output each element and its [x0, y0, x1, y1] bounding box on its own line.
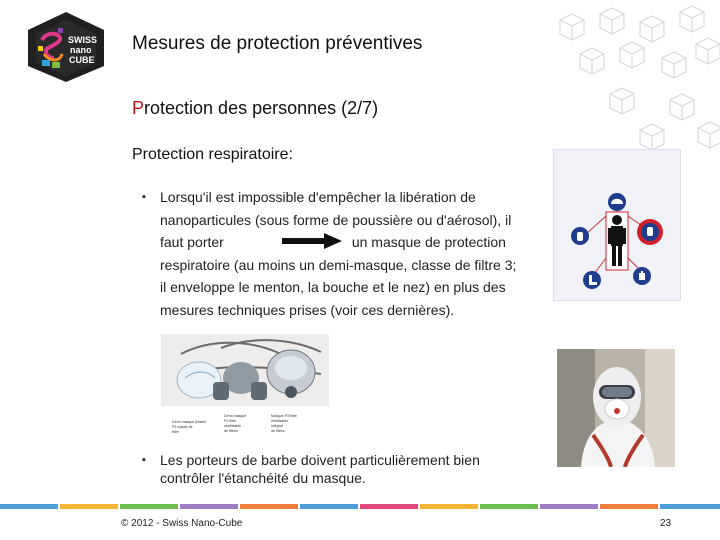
boots-icon [583, 271, 601, 289]
caption-line: intégral [271, 424, 283, 428]
swiss-nano-cube-logo [20, 10, 112, 82]
bullet-line: Les porteurs de barbe doivent particulièrement bien [160, 452, 480, 468]
bullet-line: Lorsqu'il est impossible d'empêcher la libération de [160, 189, 476, 205]
logo-line-nano: nano [70, 45, 92, 55]
caption-line: de filtres [224, 429, 238, 433]
caption-line: filtre [172, 430, 179, 434]
caption-half-mask [224, 414, 246, 434]
bullet-marker: ▪ [142, 191, 146, 203]
bullet-text [160, 186, 548, 321]
bullet-line-part: faut porter [160, 234, 224, 250]
bullet-line: respiratoire (au moins un demi-masque, classe de filtre 3; [160, 256, 517, 273]
protective-suit-worker-image [557, 349, 675, 467]
bullet-text [160, 451, 548, 487]
bullet-line: nanoparticules (sous forme de poussière ou d'aérosol), il [160, 211, 512, 228]
arrow-right-icon [282, 233, 342, 249]
caption-full-mask [271, 414, 297, 434]
respirator-masks-image [161, 334, 329, 406]
bullet-marker: ▪ [142, 454, 146, 466]
bullet-line: mesures techniques prises (voir ces dernières). [160, 301, 455, 318]
caption-line: de filtres [271, 429, 285, 433]
bullet-line: contrôler l'étanchéité du masque. [160, 470, 366, 486]
logo-line-cube: CUBE [69, 55, 95, 65]
page-number: 23 [660, 518, 672, 529]
gloves-icon [571, 227, 589, 245]
section-heading: Protection respiratoire: [132, 146, 293, 163]
caption-line: réutilisable [224, 424, 242, 428]
caption-line: Demi-masque jetable [172, 420, 206, 424]
respirator-mask-icon [637, 219, 663, 245]
safety-person-icon [606, 212, 628, 270]
bullet-line-with-arrow [160, 231, 548, 254]
caption-line: P3 classe de [172, 425, 193, 429]
bullet-line: il enveloppe le menton, la bouche et le nez) en plus des [160, 279, 506, 295]
cube-watermark [470, 0, 720, 160]
hand-protection-icon [633, 267, 651, 285]
caption-line: Masque P3 filtre [271, 414, 297, 418]
logo-line-swiss: SWISS [68, 35, 98, 45]
caption-line: Demi-masque [224, 414, 247, 418]
caption-line: réutilisable [271, 419, 289, 423]
caption-line: P3 filtre [224, 419, 237, 423]
footer-copyright: © 2012 - Swiss Nano-Cube [121, 518, 243, 529]
footer-color-bar [0, 504, 720, 509]
helmet-icon [608, 193, 626, 211]
caption-disposable-mask [172, 420, 206, 435]
subtitle-accent-letter: P [132, 98, 145, 118]
safety-pictogram-panel [553, 149, 681, 301]
subtitle-rest: rotection des personnes (2/7) [144, 98, 379, 118]
slide-subtitle [132, 98, 378, 119]
slide-title: Mesures de protection préventives [132, 33, 423, 54]
bullet-line-part: un masque de protection [351, 234, 506, 250]
